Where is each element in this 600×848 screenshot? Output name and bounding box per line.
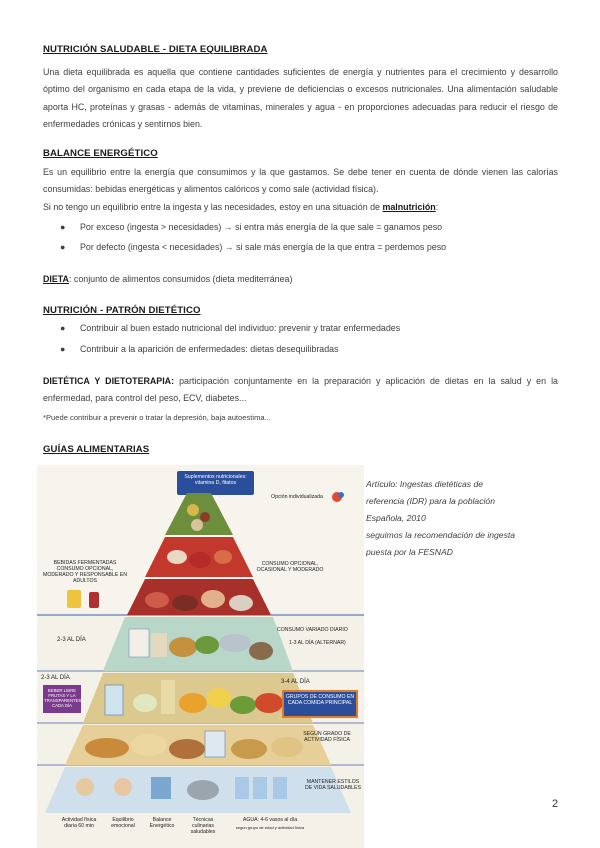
- dieta-definition: [43, 271, 558, 288]
- list-item: [60, 323, 400, 333]
- pyramid-grade-label: SEGÚN GRADO DE ACTIVIDAD FÍSICA: [303, 731, 351, 743]
- pyramid-alternate-label: 1-3 AL DÍA (ALTERNAR): [289, 640, 346, 646]
- dietetica-note: *Puede contribuir a prevenir o tratar la depresión, baja autoestima...: [43, 413, 271, 422]
- pyramid-water-box: BEBER LIBRE FRUTAS Y LA TRANSPARENTES CADA DÍA: [44, 688, 82, 708]
- list-item-text: Por exceso (ingesta > necesidades) → si entra más energía de la que sale = ganamos peso: [80, 222, 443, 232]
- pyramid-top-banner: Suplementos nutricionales: vitamina D, fitatos: [184, 474, 247, 486]
- pyramid-lifestyle-label: MANTENER ESTILOS DE VIDA SALUDABLES: [305, 779, 361, 791]
- pyramid-footer-small: según grupo de edad y actividad física: [235, 825, 305, 830]
- side-note-line-5: puesta por la FESNAD: [366, 547, 453, 557]
- list-item-text: Por defecto (ingesta < necesidades) → si sale más energía de la que entra = perdemos peso: [80, 242, 447, 252]
- malnutricion-prefix: Si no tengo un equilibrio entre la ingesta y las necesidades, estoy en una situación de: [43, 202, 383, 212]
- side-note-line-4: seguimos la recomendación de ingesta: [366, 530, 516, 540]
- pyramid-daily-3-4: 3-4 AL DÍA: [281, 679, 310, 685]
- side-note-line-3: Española, 2010: [366, 513, 426, 523]
- section-title-balance-energetico: BALANCE ENERGÉTICO: [43, 148, 158, 159]
- pyramid-groups-label: GRUPOS DE CONSUMO EN CADA COMIDA PRINCIPAL: [285, 694, 355, 706]
- bullet-icon: ●: [60, 344, 66, 354]
- list-item: [60, 344, 339, 354]
- paragraph-balance-energetico: Es un equilibrio entre la energía que consumimos y la que gastamos. Se debe tener en cuenta de dónde vienen las calorías consumidas: bebidas energéticas y alimentos calóricos y como sale (actividad física).: [43, 167, 558, 195]
- section-title-nutricion-saludable: NUTRICIÓN SALUDABLE - DIETA EQUILIBRADA: [43, 44, 268, 55]
- paragraph-dieta-equilibrada: Una dieta equilibrada es aquella que contiene cantidades suficientes de energía y nutrientes para el crecimiento y desarrollo óptimo del organismo en cada etapa de la vida, y previene de deficiencias o excesos nutricionales. Una alimentación saludable aporta HC, proteínas y grasas - además de vitaminas, minerales y agua - en proporciones adecuadas para reducir el riesgo de enfermedades crónicas y sentirnos bien.: [43, 67, 558, 129]
- list-item: [60, 242, 446, 252]
- bullet-icon: ●: [60, 242, 66, 252]
- section-title-guias-alimentarias: GUÍAS ALIMENTARIAS: [43, 444, 150, 455]
- dietetica-text: participación conjuntamente en la preparación y aplicación de dietas en la salud y en la enfermedad, para control del peso, ECV, diabetes...: [43, 376, 558, 404]
- list-item-text: Contribuir a la aparición de enfermedades: dietas desequilibradas: [80, 344, 339, 354]
- section-title-patron-dietetico: NUTRICIÓN - PATRÓN DIETÉTICO: [43, 305, 201, 316]
- pyramid-footer-emotional: Equilibrio emocional: [111, 817, 135, 829]
- dietetica-term: DIETÉTICA Y DIETOTERAPIA:: [43, 376, 175, 386]
- pyramid-footer-energy: Balance Energético: [149, 817, 175, 829]
- dieta-text: : conjunto de alimentos consumidos (dieta mediterránea): [68, 274, 293, 284]
- bullet-icon: ●: [60, 222, 66, 232]
- pyramid-daily-2-3b: 2-3 AL DÍA: [41, 675, 70, 681]
- pyramid-option-label: Opción individualizada: [271, 494, 323, 500]
- bullet-icon: ●: [60, 323, 66, 333]
- side-note-line-2: referencia (IDR) para la población: [366, 496, 495, 506]
- page-number: 2: [552, 798, 559, 810]
- pyramid-optional-label: CONSUMO OPCIONAL, OCASIONAL Y MODERADO: [256, 561, 324, 573]
- malnutricion-line: [43, 199, 558, 216]
- pyramid-footer-water: AGUA: 4-6 vasos al día: [242, 817, 298, 823]
- side-note-line-1: Artículo: Ingestas dietéticas de: [366, 479, 484, 489]
- pyramid-varied-label: CONSUMO VARIADO DIARIO: [277, 627, 348, 633]
- malnutricion-suffix: :: [435, 202, 439, 212]
- list-item-text: Contribuir al buen estado nutricional del individuo: prevenir y tratar enfermedades: [80, 323, 401, 333]
- food-pyramid-image: [37, 465, 364, 848]
- pyramid-footer-cooking: Técnicas culinarias saludables: [190, 817, 216, 835]
- dieta-term: DIETA: [43, 274, 69, 284]
- pyramid-fermented-label: BEBIDAS FERMENTADAS CONSUMO OPCIONAL, MODERADO Y RESPONSABLE EN ADULTOS: [43, 560, 127, 584]
- list-item: [60, 222, 442, 232]
- malnutricion-term: malnutrición: [382, 202, 436, 212]
- pyramid-footer-activity: Actividad física diaria 60 min: [61, 817, 97, 829]
- dietetica-paragraph: [43, 373, 558, 408]
- pyramid-daily-2-3: 2-3 AL DÍA: [57, 637, 86, 643]
